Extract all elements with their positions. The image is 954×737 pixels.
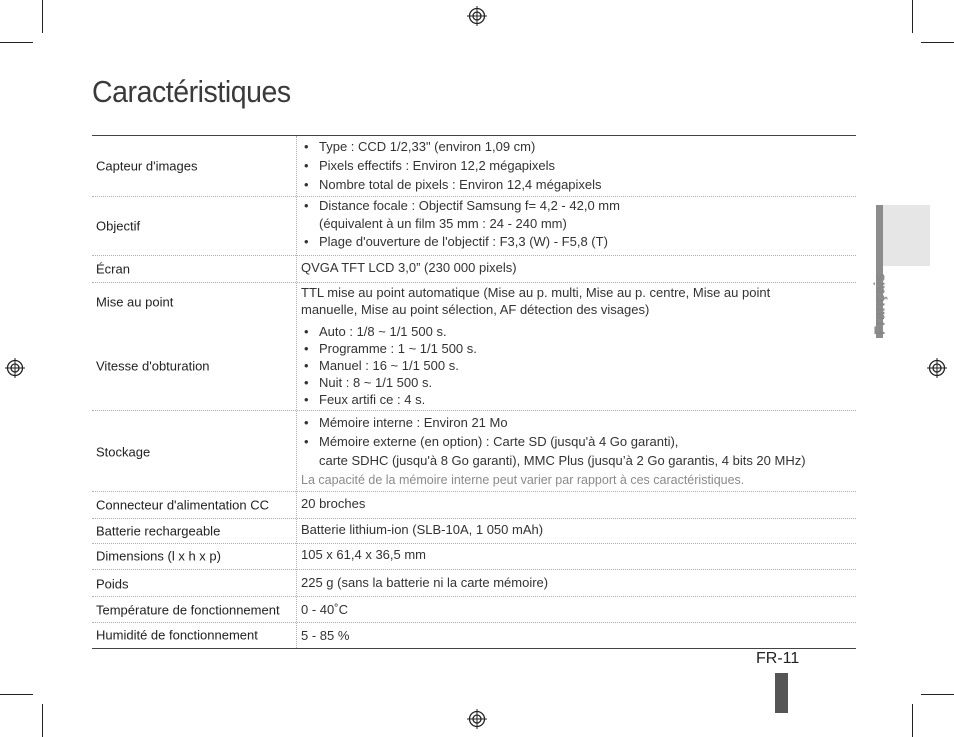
spec-label: Stockage [96, 444, 151, 460]
spec-value [301, 137, 602, 194]
registration-mark-icon [927, 358, 947, 378]
crop-mark [921, 694, 954, 695]
spec-value [301, 413, 806, 490]
table-row [92, 282, 856, 321]
spec-label: Objectif [96, 218, 141, 234]
table-row [92, 136, 856, 196]
spec-value: 0 - 40˚C [301, 602, 348, 617]
list-item: • Nombre total de pixels : Environ 12,4 mégapixels [301, 175, 602, 194]
registration-mark-icon [467, 709, 487, 729]
list-item: • Manuel : 16 ~ 1/1 500 s. [301, 357, 477, 374]
list-item-continuation: (équivalent à un film 35 mm : 24 - 240 mm) [319, 216, 567, 231]
table-row [92, 596, 856, 622]
spec-label: Dimensions (l x h x p) [96, 548, 221, 564]
list-item-text: Distance focale : Objectif Samsung f= 4,2 - 42,0 mm [319, 198, 620, 213]
list-item: • Feux artifi ce : 4 s. [301, 391, 477, 408]
value-line: TTL mise au point automatique (Mise au p. multi, Mise au p. centre, Mise au point [301, 285, 771, 300]
spec-label: Capteur d'images [96, 158, 198, 174]
spec-value [301, 323, 477, 408]
table-row [92, 518, 856, 543]
crop-mark [912, 704, 913, 737]
spec-value: 5 - 85 % [301, 628, 350, 643]
table-row [92, 543, 856, 569]
spec-label: Température de fonctionnement [96, 602, 280, 618]
list-item-text: Mémoire externe (en option) : Carte SD (jusqu'à 4 Go garanti), [319, 434, 679, 449]
crop-mark [0, 42, 33, 43]
spec-value [301, 197, 620, 251]
spec-label: Batterie rechargeable [96, 523, 221, 539]
crop-mark [42, 0, 43, 33]
page-title: Caractéristiques [92, 74, 291, 109]
list-item: • Type : CCD 1/2,33" (environ 1,09 cm) [301, 137, 602, 156]
list-item: • Auto : 1/8 ~ 1/1 500 s. [301, 323, 477, 340]
table-row [92, 196, 856, 255]
list-item [301, 197, 620, 233]
spec-label: Vitesse d'obturation [96, 358, 210, 374]
spec-value: 20 broches [301, 496, 366, 511]
page-number: FR-11 [756, 650, 800, 667]
list-item-continuation: carte SDHC (jusqu'à 8 Go garanti), MMC Plus (jusqu’à 2 Go garantis, 4 bits 20 MHz) [319, 453, 806, 468]
list-item: • Programme : 1 ~ 1/1 500 s. [301, 340, 477, 357]
list-item: • Nuit : 8 ~ 1/1 500 s. [301, 374, 477, 391]
crop-mark [921, 42, 954, 43]
crop-mark [0, 694, 33, 695]
spec-label: Connecteur d'alimentation CC [96, 497, 270, 513]
list-item [301, 432, 806, 470]
spec-value: Batterie lithium-ion (SLB-10A, 1 050 mAh) [301, 522, 544, 537]
table-row [92, 569, 856, 596]
spec-label: Poids [96, 576, 129, 592]
registration-mark-icon [467, 6, 487, 26]
spec-value [301, 284, 770, 318]
value-line: manuelle, Mise au point sélection, AF détection des visages) [301, 302, 650, 317]
table-row [92, 410, 856, 491]
table-row [92, 491, 856, 518]
page-edge-tab [775, 673, 788, 713]
registration-mark-icon [5, 358, 25, 378]
spec-label: Mise au point [96, 294, 174, 310]
table-row [92, 321, 856, 410]
spec-value: 105 x 61,4 x 36,5 mm [301, 547, 427, 562]
list-item: • Mémoire interne : Environ 21 Mo [301, 413, 806, 432]
language-tab-background [876, 205, 930, 266]
crop-mark [912, 0, 913, 33]
spec-label: Humidité de fonctionnement [96, 627, 258, 643]
list-item: • Plage d'ouverture de l'objectif : F3,3 (W) - F5,8 (T) [301, 233, 620, 251]
table-row [92, 255, 856, 282]
table-row [92, 622, 856, 648]
list-item: • Pixels effectifs : Environ 12,2 mégapixels [301, 156, 602, 175]
table-bottom-rule [92, 648, 856, 649]
storage-note: La capacité de la mémoire interne peut varier par rapport à ces caractéristiques. [301, 473, 745, 487]
spec-value: 225 g (sans la batterie ni la carte mémoire) [301, 575, 549, 590]
language-tab-label: Français [871, 273, 889, 335]
spec-value: QVGA TFT LCD 3,0” (230 000 pixels) [301, 260, 517, 275]
crop-mark [42, 704, 43, 737]
spec-label: Écran [96, 261, 130, 277]
